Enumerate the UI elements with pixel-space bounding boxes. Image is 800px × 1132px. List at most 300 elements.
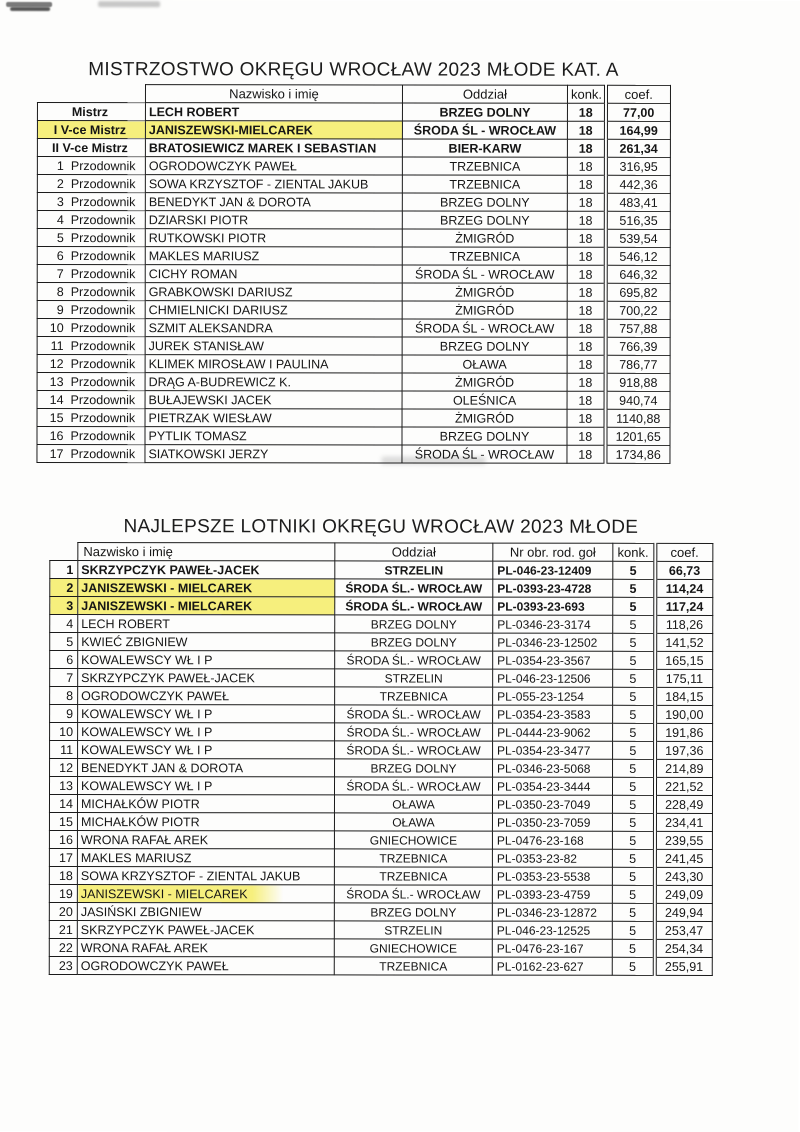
division-cell: BRZEG DOLNY bbox=[402, 193, 567, 211]
table-row bbox=[37, 408, 670, 427]
division-cell: ŚRODA ŚL.- WROCŁAW bbox=[335, 705, 493, 723]
table-row bbox=[49, 813, 712, 832]
konk-cell: 5 bbox=[613, 687, 655, 705]
konk-cell: 18 bbox=[567, 427, 605, 445]
coef-cell: 239,55 bbox=[654, 831, 712, 849]
division-cell: ŚRODA ŚL.- WROCŁAW bbox=[335, 579, 493, 597]
division-cell: BRZEG DOLNY bbox=[402, 337, 567, 355]
division-cell: BRZEG DOLNY bbox=[335, 759, 493, 777]
table-row bbox=[50, 579, 713, 598]
table-header-row bbox=[37, 84, 670, 103]
row-number-cell: 18 bbox=[49, 867, 77, 885]
name-cell: OGRODOWCZYK PAWEŁ bbox=[77, 957, 334, 975]
rank-cell bbox=[37, 174, 145, 192]
division-cell: ŚRODA ŚL.- WROCŁAW bbox=[335, 777, 493, 795]
table-row bbox=[50, 561, 713, 580]
name-cell: SIATKOWSKI JERZY bbox=[145, 445, 402, 463]
table-row bbox=[37, 390, 670, 409]
table-row bbox=[49, 849, 712, 868]
division-cell: ŚRODA ŚL.- WROCŁAW bbox=[334, 885, 492, 903]
coef-cell: 700,22 bbox=[605, 301, 670, 319]
number-header-empty bbox=[50, 543, 78, 561]
name-cell: CICHY ROMAN bbox=[145, 265, 402, 283]
konk-cell: 18 bbox=[567, 103, 605, 121]
scan-smudge-icon bbox=[98, 1, 160, 7]
konk-cell: 18 bbox=[567, 283, 605, 301]
rank-number: 10 bbox=[49, 320, 64, 335]
ring-number-cell: PL-0350-23-7059 bbox=[492, 813, 612, 831]
table-row bbox=[37, 246, 670, 265]
rank-label: II V-ce Mistrz bbox=[52, 140, 128, 155]
konk-cell: 5 bbox=[612, 867, 654, 885]
row-number-cell: 23 bbox=[49, 957, 77, 975]
rank-number: 4 bbox=[56, 212, 64, 227]
rank-label: Przodownik bbox=[70, 428, 136, 443]
row-number-cell: 6 bbox=[50, 651, 78, 669]
name-cell: MAKLES MARIUSZ bbox=[77, 849, 334, 867]
division-cell: TRZEBNICA bbox=[402, 247, 567, 265]
division-cell: BRZEG DOLNY bbox=[334, 903, 492, 921]
name-cell: KOWALEWSCY WŁ I P bbox=[78, 777, 335, 795]
division-cell: BRZEG DOLNY bbox=[335, 615, 493, 633]
konk-header: konk. bbox=[613, 543, 655, 561]
rank-cell bbox=[37, 372, 145, 390]
name-header: Nazwisko i imię bbox=[78, 543, 335, 561]
rank-label: Przodownik bbox=[70, 212, 136, 227]
rank-label: Przodownik bbox=[70, 158, 136, 173]
rank-cell bbox=[37, 336, 145, 354]
table-row bbox=[50, 705, 713, 724]
row-number-cell: 17 bbox=[49, 849, 77, 867]
name-cell: GRABKOWSKI DARIUSZ bbox=[145, 283, 402, 301]
rank-label: Przodownik bbox=[70, 410, 136, 425]
rank-label: Przodownik bbox=[70, 248, 136, 263]
coef-cell: 249,94 bbox=[654, 903, 712, 921]
konk-cell: 5 bbox=[613, 741, 655, 759]
konk-cell: 5 bbox=[613, 651, 655, 669]
coef-header: coef. bbox=[655, 543, 713, 561]
division-cell: ŚRODA ŚL - WROCŁAW bbox=[402, 319, 567, 337]
scan-smudge-icon bbox=[10, 7, 50, 11]
konk-cell: 5 bbox=[613, 579, 655, 597]
table-row bbox=[50, 633, 713, 652]
konk-cell: 5 bbox=[612, 903, 654, 921]
ring-number-cell: PL-0346-23-3174 bbox=[493, 615, 613, 633]
konk-cell: 18 bbox=[567, 265, 605, 283]
name-cell: MICHAŁKÓW PIOTR bbox=[77, 813, 334, 831]
division-cell: ŚRODA ŚL.- WROCŁAW bbox=[335, 651, 493, 669]
rank-label: Przodownik bbox=[70, 338, 136, 353]
name-cell: DRĄG A-BUDREWICZ K. bbox=[145, 373, 402, 391]
konk-cell: 18 bbox=[567, 193, 605, 211]
division-cell: OŁAWA bbox=[402, 355, 567, 373]
rank-number: 14 bbox=[49, 392, 64, 407]
konk-cell: 18 bbox=[567, 121, 605, 139]
coef-cell: 234,41 bbox=[654, 813, 712, 831]
ring-number-cell: PL-0393-23-4728 bbox=[493, 579, 613, 597]
row-number-cell: 10 bbox=[50, 723, 78, 741]
name-cell: WRONA RAFAŁ AREK bbox=[77, 831, 334, 849]
name-cell: SKRZYPCZYK PAWEŁ-JACEK bbox=[77, 921, 334, 939]
name-cell: BENEDYKT JAN & DOROTA bbox=[78, 759, 335, 777]
table-row bbox=[37, 174, 670, 193]
table-row bbox=[37, 102, 670, 121]
table-row bbox=[37, 336, 670, 355]
ring-number-cell: PL-055-23-1254 bbox=[493, 687, 613, 705]
coef-cell: 191,86 bbox=[655, 723, 713, 741]
row-number-cell: 3 bbox=[50, 597, 78, 615]
rank-label: Mistrz bbox=[71, 104, 109, 119]
rank-label: Przodownik bbox=[70, 284, 136, 299]
ring-number-cell: PL-046-23-12506 bbox=[493, 669, 613, 687]
division-cell: TRZEBNICA bbox=[334, 849, 492, 867]
coef-cell: 221,52 bbox=[655, 777, 713, 795]
table-row bbox=[49, 939, 712, 958]
name-cell: OGRODOWCZYK PAWEŁ bbox=[78, 687, 335, 705]
konk-cell: 5 bbox=[612, 813, 654, 831]
rank-cell bbox=[37, 120, 145, 138]
table-row bbox=[50, 597, 713, 616]
best-flyers-title: NAJLEPSZE LOTNIKI OKRĘGU WROCŁAW 2023 MŁODE bbox=[123, 516, 639, 538]
coef-cell: 117,24 bbox=[655, 597, 713, 615]
rank-label: Przodownik bbox=[70, 230, 136, 245]
coef-cell: 539,54 bbox=[605, 229, 670, 247]
coef-cell: 1140,88 bbox=[605, 409, 670, 427]
table-row bbox=[50, 651, 713, 670]
name-cell: KLIMEK MIROSŁAW I PAULINA bbox=[145, 355, 402, 373]
coef-cell: 442,36 bbox=[605, 175, 670, 193]
coef-cell: 316,95 bbox=[605, 157, 670, 175]
konk-cell: 5 bbox=[613, 633, 655, 651]
rank-label: Przodownik bbox=[70, 356, 136, 371]
rank-number: 17 bbox=[49, 446, 64, 461]
table-row bbox=[37, 210, 670, 229]
table-header-row bbox=[50, 543, 713, 562]
row-number-cell: 22 bbox=[49, 939, 77, 957]
division-cell: ŚRODA ŚL - WROCŁAW bbox=[402, 445, 567, 463]
table-row bbox=[49, 921, 712, 940]
name-cell: MAKLES MARIUSZ bbox=[145, 247, 402, 265]
ring-number-cell: PL-0393-23-4759 bbox=[492, 885, 612, 903]
konk-cell: 18 bbox=[567, 175, 605, 193]
table-row bbox=[37, 372, 670, 391]
row-number-cell: 12 bbox=[50, 759, 78, 777]
rank-number: 3 bbox=[56, 194, 64, 209]
name-cell: LECH ROBERT bbox=[78, 615, 335, 633]
table-row bbox=[37, 228, 670, 247]
table-row bbox=[49, 831, 712, 850]
coef-cell: 254,34 bbox=[654, 939, 712, 957]
rank-number: 16 bbox=[49, 428, 64, 443]
rank-cell bbox=[37, 192, 145, 210]
konk-cell: 18 bbox=[567, 337, 605, 355]
rank-label: Przodownik bbox=[70, 176, 136, 191]
rank-number: 15 bbox=[49, 410, 64, 425]
ring-number-cell: PL-0353-23-5538 bbox=[492, 867, 612, 885]
row-number-cell: 20 bbox=[49, 903, 77, 921]
name-cell: JANISZEWSKI - MIELCAREK bbox=[78, 579, 335, 597]
division-cell: ŚRODA ŚL.- WROCŁAW bbox=[335, 723, 493, 741]
name-cell: PYTLIK TOMASZ bbox=[145, 427, 402, 445]
rank-number: 13 bbox=[49, 374, 64, 389]
name-cell: KOWALEWSCY WŁ I P bbox=[78, 705, 335, 723]
coef-cell: 695,82 bbox=[605, 283, 670, 301]
table-row bbox=[49, 957, 712, 976]
name-cell: RUTKOWSKI PIOTR bbox=[145, 229, 402, 247]
konk-cell: 5 bbox=[612, 939, 654, 957]
konk-cell: 18 bbox=[567, 355, 605, 373]
division-cell: STRZELIN bbox=[335, 561, 493, 579]
division-cell: BRZEG DOLNY bbox=[402, 103, 567, 121]
row-number-cell: 9 bbox=[50, 705, 78, 723]
ring-number-cell: PL-046-23-12409 bbox=[493, 561, 613, 579]
name-cell: MICHAŁKÓW PIOTR bbox=[77, 795, 334, 813]
konk-cell: 5 bbox=[613, 705, 655, 723]
division-cell: ŻMIGRÓD bbox=[402, 283, 567, 301]
table-row bbox=[37, 300, 670, 319]
ring-number-cell: PL-0354-23-3583 bbox=[493, 705, 613, 723]
rank-cell bbox=[37, 300, 145, 318]
name-cell: SZMIT ALEKSANDRA bbox=[145, 319, 402, 337]
row-number-cell: 13 bbox=[50, 777, 78, 795]
division-cell: BRZEG DOLNY bbox=[335, 633, 493, 651]
coef-cell: 516,35 bbox=[605, 211, 670, 229]
coef-cell: 141,52 bbox=[655, 633, 713, 651]
name-cell: LECH ROBERT bbox=[145, 103, 402, 121]
rank-cell bbox=[37, 318, 145, 336]
konk-cell: 18 bbox=[567, 319, 605, 337]
rank-label: Przodownik bbox=[70, 374, 136, 389]
coef-cell: 190,00 bbox=[655, 705, 713, 723]
rank-cell bbox=[37, 246, 145, 264]
table-row bbox=[49, 885, 712, 904]
ring-number-cell: PL-0476-23-168 bbox=[492, 831, 612, 849]
rank-label: I V-ce Mistrz bbox=[53, 122, 127, 137]
coef-cell: 114,24 bbox=[655, 579, 713, 597]
table-row bbox=[37, 426, 670, 445]
coef-cell: 757,88 bbox=[605, 319, 670, 337]
coef-cell: 243,30 bbox=[654, 867, 712, 885]
name-cell: BENEDYKT JAN & DOROTA bbox=[145, 193, 402, 211]
division-cell: ŻMIGRÓD bbox=[402, 373, 567, 391]
ring-number-cell: PL-0354-23-3567 bbox=[493, 651, 613, 669]
name-cell: JUREK STANISŁAW bbox=[145, 337, 402, 355]
table-row bbox=[49, 867, 712, 886]
konk-cell: 18 bbox=[567, 211, 605, 229]
coef-cell: 228,49 bbox=[654, 795, 712, 813]
name-cell: WRONA RAFAŁ AREK bbox=[77, 939, 334, 957]
rank-label: Przodownik bbox=[70, 392, 136, 407]
konk-cell: 5 bbox=[613, 597, 655, 615]
table-row bbox=[49, 903, 712, 922]
ring-number-cell: PL-0444-23-9062 bbox=[493, 723, 613, 741]
table-row bbox=[50, 669, 713, 688]
rank-number: 6 bbox=[56, 248, 64, 263]
division-cell: ŚRODA ŚL.- WROCŁAW bbox=[335, 597, 493, 615]
rank-number: 9 bbox=[56, 302, 64, 317]
row-number-cell: 19 bbox=[49, 885, 77, 903]
name-cell: PIETRZAK WIESŁAW bbox=[145, 409, 402, 427]
row-number-cell: 2 bbox=[50, 579, 78, 597]
coef-cell: 766,39 bbox=[605, 337, 670, 355]
division-cell: ŻMIGRÓD bbox=[402, 409, 567, 427]
division-cell: ŻMIGRÓD bbox=[402, 301, 567, 319]
table-row bbox=[50, 687, 713, 706]
division-cell: BRZEG DOLNY bbox=[402, 211, 567, 229]
konk-header: konk. bbox=[567, 85, 605, 103]
konk-cell: 18 bbox=[567, 157, 605, 175]
coef-cell: 918,88 bbox=[605, 373, 670, 391]
division-cell: GNIECHOWICE bbox=[334, 831, 492, 849]
coef-cell: 253,47 bbox=[654, 921, 712, 939]
name-cell: KWIEĆ ZBIGNIEW bbox=[78, 633, 335, 651]
rank-number: 12 bbox=[49, 356, 64, 371]
name-cell: JANISZEWSKI - MIELCAREK bbox=[78, 597, 335, 615]
rank-label: Przodownik bbox=[70, 266, 136, 281]
division-cell: OŁAWA bbox=[334, 813, 492, 831]
konk-cell: 18 bbox=[567, 139, 605, 157]
konk-cell: 5 bbox=[612, 921, 654, 939]
division-cell: BRZEG DOLNY bbox=[402, 427, 567, 445]
coef-cell: 118,26 bbox=[655, 615, 713, 633]
ring-number-cell: PL-0346-23-12872 bbox=[492, 903, 612, 921]
coef-cell: 214,89 bbox=[655, 759, 713, 777]
row-number-cell: 5 bbox=[50, 633, 78, 651]
division-cell: STRZELIN bbox=[334, 921, 492, 939]
division-cell: OŁAWA bbox=[334, 795, 492, 813]
konk-cell: 5 bbox=[613, 615, 655, 633]
konk-cell: 5 bbox=[612, 849, 654, 867]
konk-cell: 18 bbox=[567, 247, 605, 265]
konk-cell: 18 bbox=[567, 301, 605, 319]
coef-cell: 940,74 bbox=[605, 391, 670, 409]
konk-cell: 5 bbox=[613, 777, 655, 795]
row-number-cell: 14 bbox=[49, 795, 77, 813]
konk-cell: 5 bbox=[612, 795, 654, 813]
rank-cell bbox=[37, 426, 145, 444]
division-cell: TRZEBNICA bbox=[334, 957, 492, 975]
rank-header-empty bbox=[37, 84, 145, 102]
name-cell: KOWALEWSCY WŁ I P bbox=[78, 651, 335, 669]
ring-number-header: Nr obr. rod. goł bbox=[493, 543, 613, 561]
coef-cell: 261,34 bbox=[605, 139, 670, 157]
konk-cell: 5 bbox=[613, 669, 655, 687]
ring-number-cell: PL-0354-23-3444 bbox=[493, 777, 613, 795]
coef-cell: 197,36 bbox=[655, 741, 713, 759]
konk-cell: 5 bbox=[612, 957, 654, 975]
name-cell: SOWA KRZYSZTOF - ZIENTAL JAKUB bbox=[77, 867, 334, 885]
konk-cell: 18 bbox=[567, 373, 605, 391]
rank-cell bbox=[37, 408, 145, 426]
coef-cell: 165,15 bbox=[655, 651, 713, 669]
table-row bbox=[37, 318, 670, 337]
division-cell: TRZEBNICA bbox=[402, 157, 567, 175]
row-number-cell: 7 bbox=[50, 669, 78, 687]
rank-number: 1 bbox=[56, 158, 64, 173]
name-cell: OGRODOWCZYK PAWEŁ bbox=[145, 157, 402, 175]
rank-cell bbox=[37, 102, 145, 120]
name-header: Nazwisko i imię bbox=[145, 85, 402, 103]
rank-cell bbox=[37, 138, 145, 156]
coef-header: coef. bbox=[605, 85, 670, 103]
ring-number-cell: PL-046-23-12525 bbox=[492, 921, 612, 939]
ring-number-cell: PL-0346-23-5068 bbox=[493, 759, 613, 777]
ring-number-cell: PL-0353-23-82 bbox=[492, 849, 612, 867]
division-cell: TRZEBNICA bbox=[334, 867, 492, 885]
ring-number-cell: PL-0162-23-627 bbox=[492, 957, 612, 975]
division-cell: BIER-KARW bbox=[402, 139, 567, 157]
division-cell: TRZEBNICA bbox=[402, 175, 567, 193]
name-cell: DZIARSKI PIOTR bbox=[145, 211, 402, 229]
division-cell: ŚRODA ŚL - WROCŁAW bbox=[402, 265, 567, 283]
konk-cell: 18 bbox=[567, 409, 605, 427]
rank-number: 5 bbox=[56, 230, 64, 245]
name-cell: SKRZYPCZYK PAWEŁ-JACEK bbox=[78, 561, 335, 579]
coef-cell: 786,77 bbox=[605, 355, 670, 373]
rank-number: 7 bbox=[56, 266, 64, 281]
rank-label: Przodownik bbox=[70, 302, 136, 317]
coef-cell: 646,32 bbox=[605, 265, 670, 283]
coef-cell: 483,41 bbox=[605, 193, 670, 211]
name-cell: SOWA KRZYSZTOF - ZIENTAL JAKUB bbox=[145, 175, 402, 193]
table-row bbox=[37, 138, 670, 157]
rank-number: 11 bbox=[50, 338, 64, 353]
championship-table bbox=[36, 84, 671, 464]
coef-cell: 77,00 bbox=[605, 103, 670, 121]
row-number-cell: 15 bbox=[49, 813, 77, 831]
table-row bbox=[37, 444, 670, 463]
division-cell: ŚRODA ŚL.- WROCŁAW bbox=[335, 741, 493, 759]
division-cell: GNIECHOWICE bbox=[334, 939, 492, 957]
rank-cell bbox=[37, 264, 145, 282]
row-number-cell: 1 bbox=[50, 561, 78, 579]
coef-cell: 249,09 bbox=[654, 885, 712, 903]
division-cell: ŚRODA ŚL - WROCŁAW bbox=[402, 121, 567, 139]
name-cell: BRATOSIEWICZ MAREK I SEBASTIAN bbox=[145, 139, 402, 157]
row-number-cell: 11 bbox=[50, 741, 78, 759]
konk-cell: 18 bbox=[567, 445, 605, 463]
coef-cell: 1734,86 bbox=[605, 445, 670, 463]
konk-cell: 5 bbox=[613, 759, 655, 777]
coef-cell: 175,11 bbox=[655, 669, 713, 687]
table-row bbox=[37, 354, 670, 373]
coef-cell: 546,12 bbox=[605, 247, 670, 265]
rank-cell bbox=[37, 444, 145, 462]
rank-label: Przodownik bbox=[70, 194, 136, 209]
name-cell: CHMIELNICKI DARIUSZ bbox=[145, 301, 402, 319]
coef-cell: 255,91 bbox=[654, 957, 712, 975]
division-header: Oddział bbox=[335, 543, 493, 561]
table-row bbox=[37, 120, 670, 139]
coef-cell: 1201,65 bbox=[605, 427, 670, 445]
rank-cell bbox=[37, 354, 145, 372]
ring-number-cell: PL-0350-23-7049 bbox=[492, 795, 612, 813]
championship-title: MISTRZOSTWO OKRĘGU WROCŁAW 2023 MŁODE KAT. A bbox=[88, 59, 619, 81]
rank-label: Przodownik bbox=[70, 446, 136, 461]
division-cell: STRZELIN bbox=[335, 669, 493, 687]
ring-number-cell: PL-0476-23-167 bbox=[492, 939, 612, 957]
table-row bbox=[37, 156, 670, 175]
division-cell: TRZEBNICA bbox=[335, 687, 493, 705]
rank-label: Przodownik bbox=[70, 320, 136, 335]
konk-cell: 5 bbox=[613, 561, 655, 579]
table-row bbox=[37, 192, 670, 211]
table-row bbox=[50, 723, 713, 742]
konk-cell: 5 bbox=[612, 831, 654, 849]
konk-cell: 5 bbox=[612, 885, 654, 903]
rank-cell bbox=[37, 390, 145, 408]
name-cell: JANISZEWSKI - MIELCAREK bbox=[77, 885, 334, 903]
